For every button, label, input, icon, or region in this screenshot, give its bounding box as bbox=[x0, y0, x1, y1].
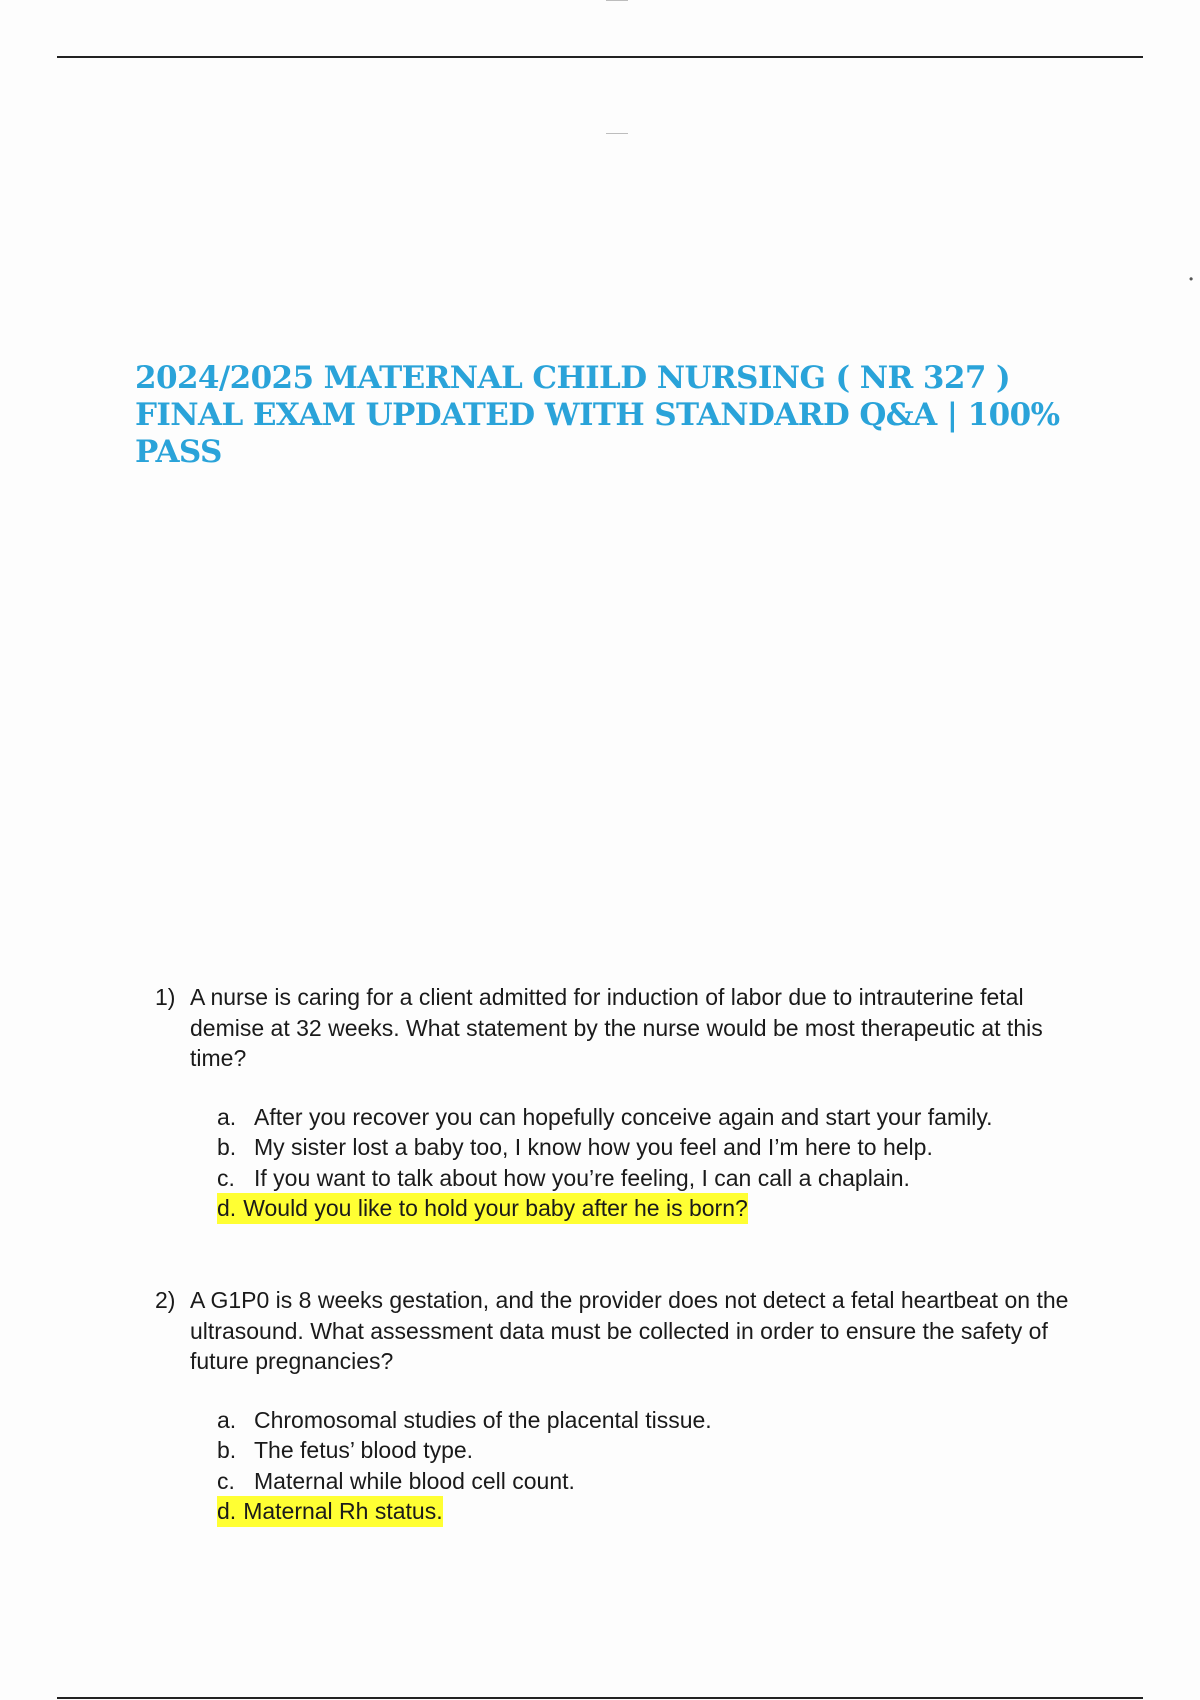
option-text: The fetus’ blood type. bbox=[254, 1437, 474, 1463]
header-rule bbox=[57, 56, 1143, 58]
question-number: 1) bbox=[155, 984, 176, 1010]
option-letter: b. bbox=[217, 1134, 237, 1160]
option-text: Maternal Rh status. bbox=[243, 1498, 443, 1524]
question-1 bbox=[155, 982, 1085, 1224]
edge-mark: • bbox=[1189, 272, 1194, 286]
question-text: A G1P0 is 8 weeks gestation, and the provider does not detect a fetal heartbeat on the ultrasound. What assessment data must be collected in order to ensure the safety of future pregnancies? bbox=[190, 1287, 1069, 1374]
correct-answer-option-d bbox=[217, 1193, 1085, 1224]
option-text: Would you like to hold your baby after he is born? bbox=[243, 1195, 748, 1221]
option-text: Chromosomal studies of the placental tissue. bbox=[254, 1406, 712, 1433]
option-letter: c. bbox=[217, 1164, 235, 1191]
question-2 bbox=[155, 1285, 1085, 1527]
answer-highlight bbox=[217, 1193, 748, 1224]
option-text: If you want to talk about how you’re feeling, I can call a chaplain. bbox=[254, 1164, 910, 1191]
page-top-mark bbox=[606, 0, 628, 1]
option-letter: a. bbox=[217, 1406, 237, 1433]
answer-option-c bbox=[217, 1163, 1085, 1194]
correct-answer-option-d bbox=[217, 1496, 1085, 1527]
answer-option-a bbox=[217, 1405, 1085, 1436]
option-letter: d. bbox=[217, 1498, 237, 1524]
option-letter: b. bbox=[217, 1437, 237, 1463]
option-letter: c. bbox=[217, 1467, 235, 1494]
option-text: After you recover you can hopefully conceive again and start your family. bbox=[254, 1103, 993, 1130]
answer-option-a bbox=[217, 1102, 1085, 1133]
answer-options bbox=[217, 1102, 1085, 1224]
option-letter: a. bbox=[217, 1103, 237, 1130]
header-mark bbox=[606, 133, 628, 134]
option-text: Maternal while blood cell count. bbox=[254, 1467, 575, 1494]
option-text: My sister lost a baby too, I know how you feel and I’m here to help. bbox=[254, 1134, 933, 1160]
question-number: 2) bbox=[155, 1287, 176, 1313]
document-title: 2024/2025 MATERNAL CHILD NURSING ( NR 327 ) FINAL EXAM UPDATED WITH STANDARD Q&A | 100% PASS bbox=[135, 360, 1060, 470]
option-letter: d. bbox=[217, 1195, 237, 1221]
answer-highlight bbox=[217, 1496, 443, 1527]
question-text: A nurse is caring for a client admitted for induction of labor due to intrauterine fetal demise at 32 weeks. What statement by the nurse would be most therapeutic at this time? bbox=[190, 984, 1043, 1071]
answer-options bbox=[217, 1405, 1085, 1527]
answer-option-b bbox=[217, 1435, 1085, 1466]
footer-rule bbox=[57, 1697, 1143, 1699]
answer-option-c bbox=[217, 1466, 1085, 1497]
answer-option-b bbox=[217, 1132, 1085, 1163]
